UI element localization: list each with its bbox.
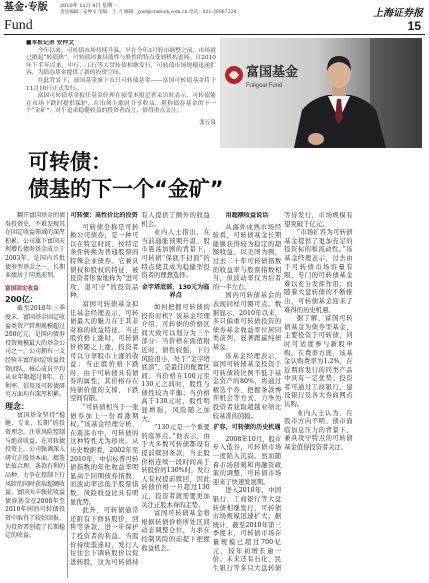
- article-subhead: 金字塔底部，130元为临界点: [141, 283, 210, 300]
- issue-date: 2010年 11月 8日 星期一: [60, 3, 118, 9]
- lead-paragraph: 在此背景下，富国基金旗下首只可转债基金——富国可转债基金将于11月10日正式发行。: [26, 77, 216, 92]
- section-title: 基金·专版: [4, 2, 48, 13]
- article-paragraph: 可转债全称是可转换公司债券，是一种可以在特定时间、按特定条件转换为普通股票的特殊企业债券。它兼具债权和股权的特征，被投资者形象地称为“进可攻、退可守”的投资品种。: [70, 223, 139, 300]
- headline-line-2: 债基的下一个“金矿”: [28, 177, 224, 201]
- newspaper-masthead: 上海证券报: [373, 8, 423, 19]
- lead-byline: ■本报记者 安仲文: [26, 40, 75, 46]
- sidebar-intro: 翻开富国基金的债券投资史，不难发现其在固定收益领域的深厚积累。公司旗下富国天利增长债券基金成立于2003年，是国内首批债券型基金之一，长期业绩居于同类前列。: [5, 212, 65, 280]
- article-paragraph: 进入2010年，中国银行、工商银行等大盘转债相继发行，可转债市场规模迅速扩大。据统计，截至2010年第三季度末，可转债市场存量规模已超过700亿元，较年初增长逾一倍。未来还有石化、民生银行等多只大盘转债等待发行，市场规模有望突破千亿元。: [212, 212, 353, 572]
- article-paragraph: 该基金经理表示，富国可转债基金投资于可转债的比例不低于基金资产的80%，将通过精选个券、把握条款博弈机会等方式，力争为投资者获取超越业绩比较基准的回报。: [212, 352, 282, 420]
- lead-block: [26, 40, 216, 118]
- article-paragraph: 如何把握可转债的投资时机？该基金经理介绍，可转债的价格区间大致可以划分为三个部分：当价格在面值附近时，债性较强，下行风险很小，处于“金字塔底部”，是最佳的配置区间；当价格在100元至130元之间时，股性与债性较为平衡；当价格高于130元时，股性明显增强，风险随之加大。: [141, 303, 210, 423]
- sidebar-divider: [67, 212, 68, 578]
- article-paragraph: 业内人士认为，在股市方向不明、债市面临加息压力的背景下，兼具攻守特点的可转债基金值得投资者关注。: [284, 409, 353, 452]
- article-paragraph: 国内可转债基金的表现同样可圈可点。数据显示，2010年以来，多只偏重可转债投资的债券基金收益率位居同类前列，显著跑赢纯债基金。: [212, 292, 282, 351]
- page-number: 15: [407, 19, 421, 33]
- article-subhead: 用超额收益说话: [225, 212, 269, 219]
- article-body: [70, 212, 424, 579]
- article-paragraph: 富国可转债基金拟任基金经理表示，可转债最大的魅力在于其非对称的收益特征。当正股价格上涨时，可转债价格随之上涨，投资者可以分享股市上涨的收益；当正股价格下跌时，由于可转债具有债券的属性，其价格存在纯债价值的支撑，下跌空间有限。: [70, 300, 139, 403]
- sidebar-profile: [5, 212, 65, 579]
- photo-credit: 张万泉: [199, 120, 216, 126]
- lead-paragraph: 今年以来，可转债市场持续升温。早在今年3月股市调整之前，市场就已掀起“转债热”，可转债因兼具债性与股性的特点受到机构追捧。自2010年下半年以来，中行、工行等大盘转债相继发行，可转债市场规模迅速扩容，为债券基金提供了新的投资空间。: [26, 47, 216, 77]
- article-paragraph: 业内人士指出，在当前通胀预期升温、股市震荡加剧的背景下，可转债“保底不封顶”的特点使其成为稳健型投资者的理想选择。: [141, 229, 210, 280]
- article-paragraph: “可转债相当于一张债券加上一份看涨期权。”该基金经理分析，在震荡市中，可转债的这种特性尤为珍贵。从历史数据看，2002年至2010年，中信标普可转债指数的年化收益率明显高于同期债券指数，而波动率远低于股票指数，风险收益比具有明显优势。: [70, 404, 139, 506]
- portrait-illustration: [220, 38, 422, 148]
- article-paragraph: 据了解，富国可转债基金为债券型基金，主要投资于可转债，同时可适度参与新股申购。在费率方面，该基金认购费率为1.2%，在近期将发行的同类产品中具有一定优势。投资者可通过工商银行、建设银行及各大券商网点认购。: [284, 315, 353, 409]
- person-hand: [308, 133, 324, 145]
- article-paragraph: “市场扩容为可转债基金提供了更加充足的投资标的和流动性。”该基金经理表示，过去由于可转债市场容量有限，专门的可转债基金难以充分发挥作用；而随着大盘转债的不断推出，可转债基金迎来了难得的历史机遇。: [284, 229, 353, 314]
- sidebar-paragraph: 截至2010年三季度末，富国基金固定收益类资产管理规模超过200亿元，是国内债券投资规模最大的基金公司之一。公司拥有一支经验丰富的固定收益投资团队，核心成员平均从业年限超过8年，在利率、信用及可转债研究方面均有深厚积累。: [5, 305, 65, 399]
- article-subhead: 扩容，可转债的历史机遇: [213, 424, 281, 432]
- headline-line-1: 可转债：: [28, 150, 112, 174]
- fund-logo-chinese: 富国基金: [246, 65, 299, 80]
- portrait-photo: [220, 38, 422, 148]
- header-rule: [4, 34, 425, 35]
- article-paragraph: 2008年10月，股市步入低谷，可转债市场一度陷入沉寂。然而随着市场回暖和再融资政策的调整，可转债市场迎来了快速发展期。: [212, 435, 282, 486]
- article-paragraph: 此外，可转债通常还附有下修转股价、回售等条款，进一步保护了投资者的利益。当股价持续低迷时，发行人往往会下调转股价以促进转股，这为可转债持有人提供了额外的收益机会。: [70, 212, 210, 566]
- sidebar-heading: 理念：: [5, 401, 29, 411]
- sidebar-heading: 200亿：: [5, 295, 38, 305]
- fund-logo-english: Fullgoal Fund: [246, 83, 283, 89]
- article-paragraph: 从海外成熟市场经验看，可转债基金长期能够获得较为稳定的超额收益。以美国为例，过去二十年可转债指数的收益率与股票指数相当，但波动率仅为后者的一半左右。: [212, 223, 282, 291]
- lead-paragraph: 富国可转债基金拟任基金经理在接受本报记者采访时表示，可转债能在市场下跌时提供保护，在市场上涨时分享收益，堪称债券基金的下一个“金矿”，对于追求稳健收益的投资者而言，值得重点关注。: [26, 93, 216, 115]
- headline: [28, 149, 224, 203]
- article-paragraph: “130元是一个重要的临界点。”他表示，由于大多数可转债都设有提前赎回条款，当正股价格连续一段时间高于转股价的130%时，发行人有权提前赎回，因此转债价格一旦超过130元，投资者就需要更加关注正股本身的走势。: [141, 424, 210, 509]
- sidebar-paragraph: 富国基金坚持“稳健、专业、长期”的投资理念，注重风险控制与绝对收益。在可转债投资上，公司强调深入研究正股基本面，精选估值合理、条款有利的品种，力争在控制下行风险的同时获取超额收益。富国天丰强化收益债券基金在2008年至2010年间的可转债投资中取得了较好回报，为投资者创造了长期稳定的收益。: [5, 411, 65, 540]
- article-paragraph: 富国可转债基金将根据转债价格所处区间动态调整仓位，力求在控制风险的前提下把握收益机会。: [141, 510, 210, 552]
- editor-contact-line: 责任编辑：安仲文 美编：王 力 邮箱：jyer@cnstock.com.cn 电话：021-38967324: [60, 10, 237, 15]
- section-title-english: Fund: [4, 18, 33, 33]
- sidebar-label: 富国固定收益: [5, 285, 39, 292]
- article-subhead: 可转债：高性价比的投资: [70, 212, 138, 219]
